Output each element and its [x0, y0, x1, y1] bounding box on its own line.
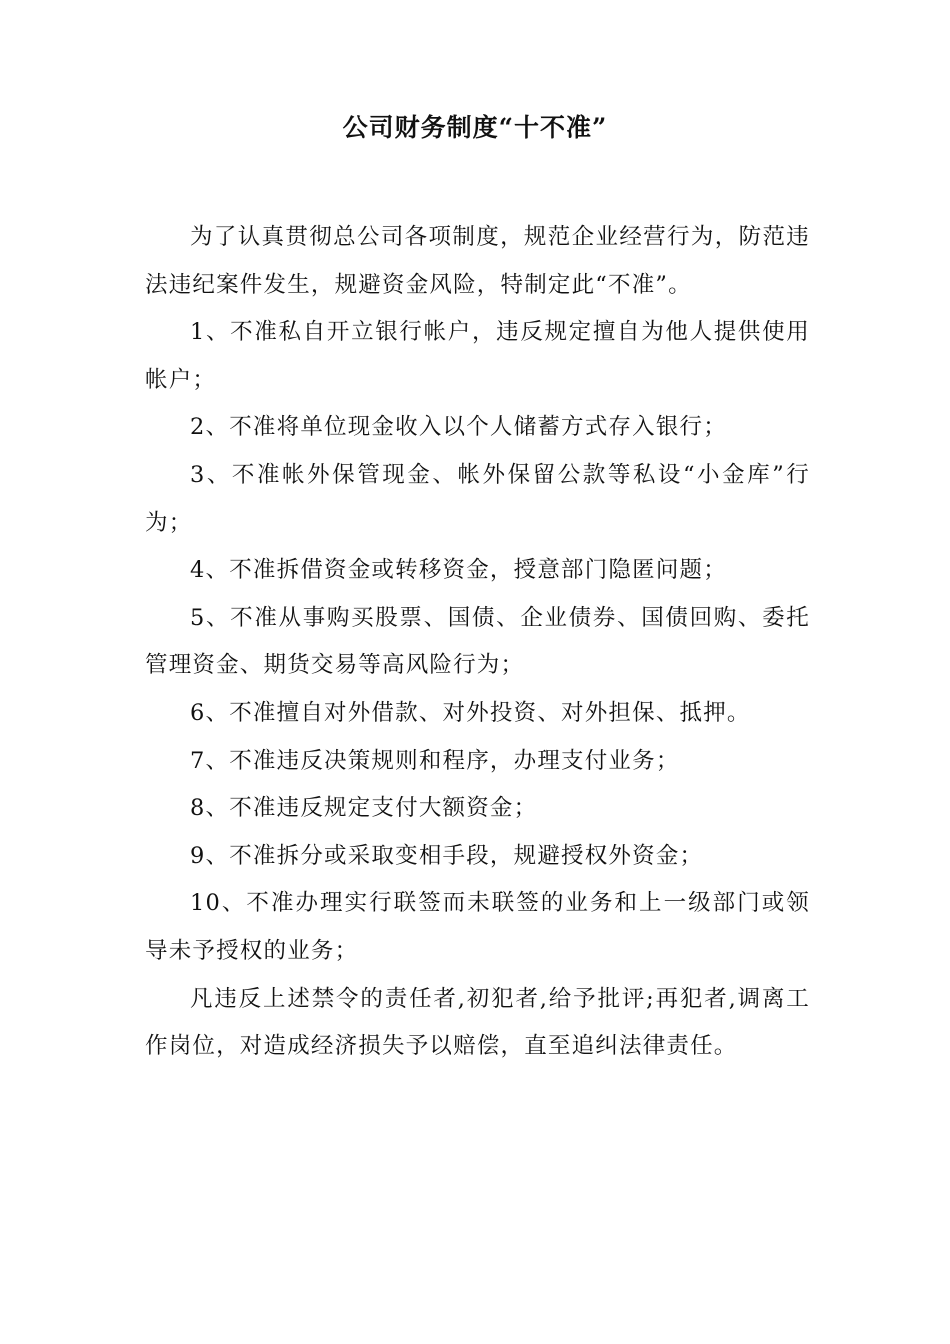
rule-1: 1、不准私自开立银行帐户，违反规定擅自为他人提供使用帐户； — [145, 319, 810, 393]
intro-paragraph: 为了认真贯彻总公司各项制度，规范企业经营行为，防范违法违纪案件发生，规避资金风险，特制定此“不准”。 — [145, 224, 810, 298]
rule-4: 4、不准拆借资金或转移资金，授意部门隐匿问题； — [190, 557, 727, 584]
rule-6: 6、不准擅自对外借款、对外投资、对外担保、抵押。 — [190, 699, 751, 726]
rule-8: 8、不准违反规定支付大额资金； — [190, 795, 538, 822]
rule-9: 9、不准拆分或采取变相手段，规避授权外资金； — [190, 842, 704, 869]
document-body — [145, 214, 810, 1071]
rule-10: 10、不准办理实行联签而未联签的业务和上一级部门或领导未予授权的业务； — [145, 890, 810, 964]
document-title: 公司财务制度“十不准” — [342, 113, 608, 142]
rule-5: 5、不准从事购买股票、国债、企业债券、国债回购、委托管理资金、期货交易等高风险行为； — [145, 604, 810, 679]
rule-7: 7、不准违反决策规则和程序，办理支付业务； — [190, 747, 680, 774]
closing-paragraph: 凡违反上述禁令的责任者,初犯者,给予批评;再犯者,调离工作岗位，对造成经济损失予以赔偿，直至追纠法律责任。 — [145, 985, 810, 1060]
rule-2: 2、不准将单位现金收入以个人储蓄方式存入银行； — [190, 414, 727, 441]
rule-3: 3、不准帐外保管现金、帐外保留公款等私设“小金库”行为； — [145, 461, 810, 536]
